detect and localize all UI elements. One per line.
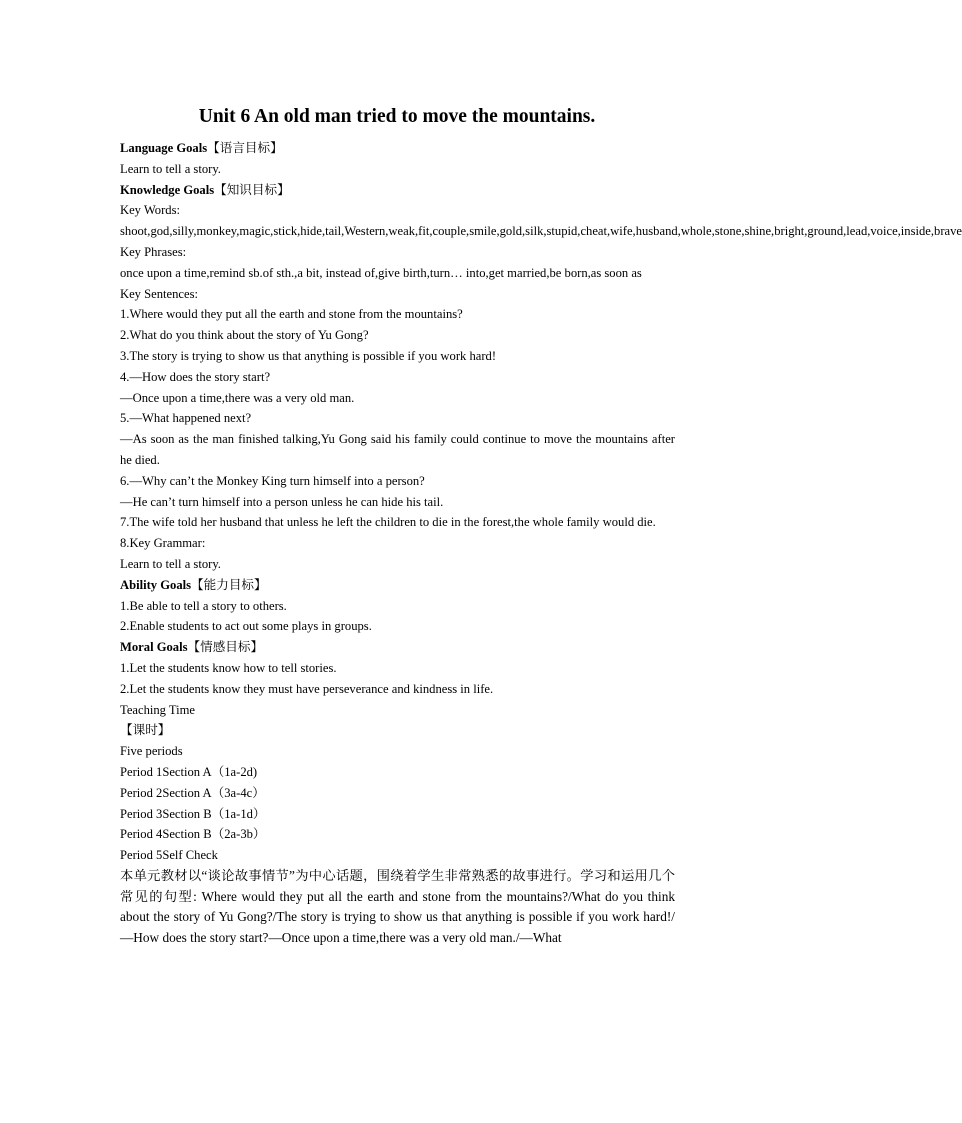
heading-en: Knowledge Goals <box>120 182 215 197</box>
moral-goal-item: 1.Let the students know how to tell stories. <box>120 660 337 675</box>
periods-label: Five periods <box>120 744 183 759</box>
key-sentence: 7.The wife told her husband that unless he left the children to die in the forest,the whole family would die. <box>120 515 656 530</box>
key-sentence: 2.What do you think about the story of Yu Gong? <box>120 328 369 343</box>
ability-goal-item: 2.Enable students to act out some plays in groups. <box>120 619 372 634</box>
heading-en: Language Goals <box>120 141 208 155</box>
ability-goals-heading <box>120 575 675 596</box>
period-item: Period 3Section B（1a-1d） <box>120 806 266 821</box>
key-phrases-list: once upon a time,remind sb.of sth.,a bit, instead of,give birth,turn… into,get married,be born,as soon as <box>120 265 642 280</box>
key-sentence: —He can’t turn himself into a person unless he can hide his tail. <box>120 494 444 509</box>
key-sentence: 1.Where would they put all the earth and stone from the mountains? <box>120 307 463 322</box>
key-sentence: —Once upon a time,there was a very old man. <box>120 390 355 405</box>
heading-cn: 【知识目标】 <box>214 181 290 197</box>
period-item: Period 5Self Check <box>120 848 218 863</box>
document-body <box>120 138 962 949</box>
page-title: Unit 6 An old man tried to move the mountains. <box>198 106 596 127</box>
teaching-time-label: Teaching Time <box>120 702 196 717</box>
knowledge-goals-heading <box>120 180 675 201</box>
key-phrases-label: Key Phrases: <box>120 244 187 259</box>
period-item: Period 2Section A（3a-4c） <box>120 785 265 800</box>
heading-cn: 【情感目标】 <box>187 639 264 655</box>
intro-paragraph: 本单元教材以“谈论故事情节”为中心话题，围绕着学生非常熟悉的故事进行。学习和运用几个常见的句型: Where would they put all the earth and stone from the mountains?/What do you think about the story of Yu Gong?/The story is trying to show us that anything is possible if you work hard!/—How does the story start?—Once upon a time,there was a very old man./—What <box>120 867 675 946</box>
key-words-list: shoot,god,silly,monkey,magic,stick,hide,tail,Western,weak,fit,couple,smile,gold,silk,stupid,cheat,wife,husband,whole,stone,shine,bright,ground,lead,voice,inside,brave <box>120 224 962 239</box>
heading-cn: 【语言目标】 <box>207 140 283 155</box>
key-sentence: —As soon as the man finished talking,Yu Gong said his family could continue to move the mountains after he died. <box>120 432 675 467</box>
moral-goals-heading <box>120 637 675 658</box>
heading-cn: 【能力目标】 <box>191 576 267 592</box>
heading-en: Moral Goals <box>120 640 188 655</box>
key-grammar-label: 8.Key Grammar: <box>120 536 206 551</box>
heading-en: Ability Goals <box>120 577 192 592</box>
moral-goal-item: 2.Let the students know they must have perseverance and kindness in life. <box>120 681 494 696</box>
key-words-label: Key Words: <box>120 203 180 218</box>
key-sentences-label: Key Sentences: <box>120 286 198 301</box>
ability-goal-item: 1.Be able to tell a story to others. <box>120 598 287 613</box>
period-item: Period 4Section B（2a-3b） <box>120 827 266 842</box>
key-sentence: 3.The story is trying to show us that anything is possible if you work hard! <box>120 348 497 363</box>
language-goals-text: Learn to tell a story. <box>120 161 221 176</box>
key-sentence: 5.—What happened next? <box>120 411 252 426</box>
key-sentence: 6.—Why can’t the Monkey King turn himself into a person? <box>120 473 425 488</box>
period-item: Period 1Section A（1a-2d) <box>120 764 258 779</box>
key-sentence: 4.—How does the story start? <box>120 369 271 384</box>
language-goals-heading <box>120 138 675 159</box>
teaching-time-label-cn: 【课时】 <box>120 722 171 738</box>
key-grammar-text: Learn to tell a story. <box>120 556 221 571</box>
